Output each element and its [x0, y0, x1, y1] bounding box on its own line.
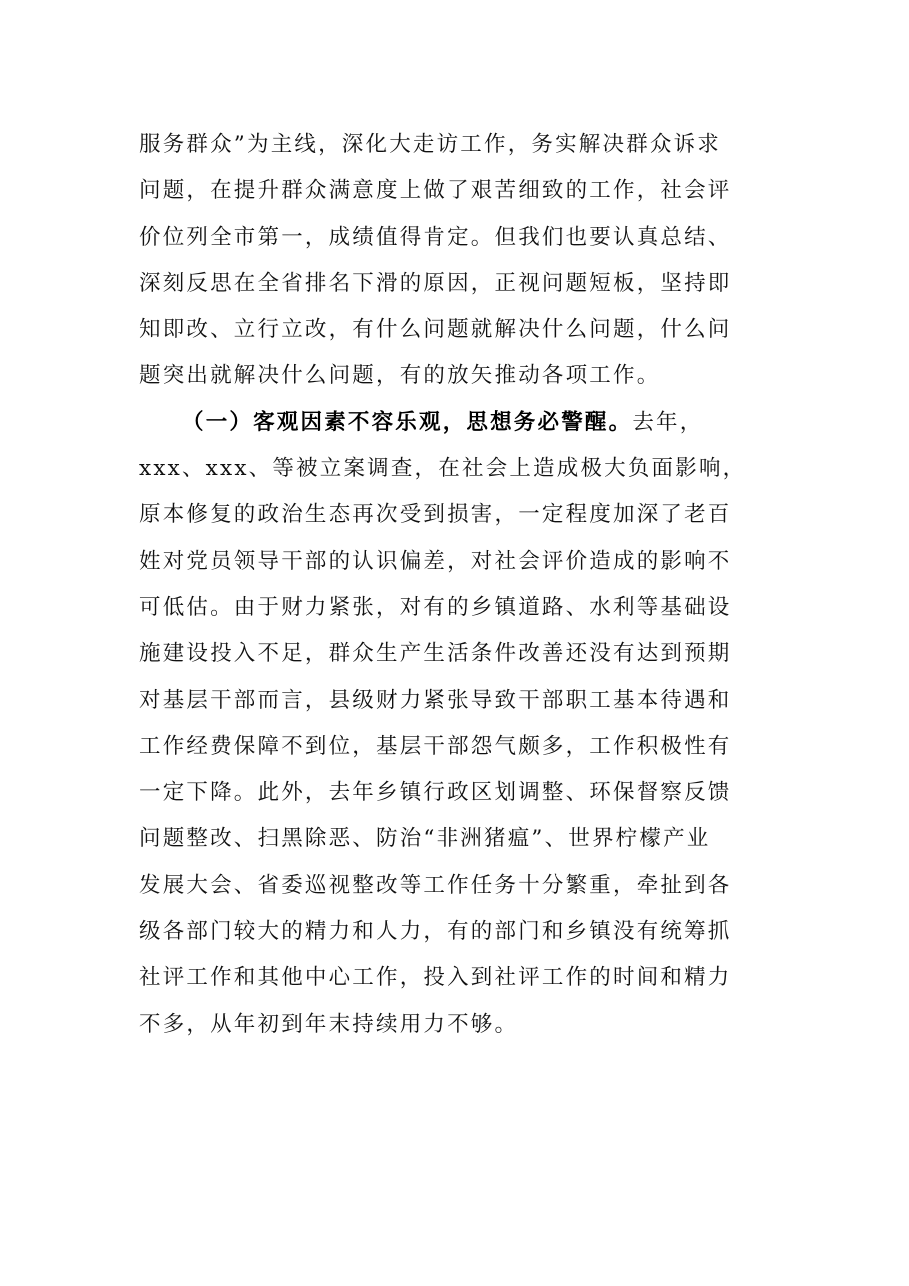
paragraph-line: 姓对党员领导干部的认识偏差，对社会评价造成的影响不 [139, 548, 732, 574]
paragraph-line: xxx、xxx、等被立案调查，在社会上造成极大负面影响， [139, 456, 747, 482]
paragraph-line: 施建设投入不足，群众生产生活条件改善还没有达到预期 [139, 641, 732, 667]
document-body [139, 122, 779, 1048]
paragraph-line: 原本修复的政治生态再次受到损害，一定程度加深了老百 [139, 502, 732, 528]
paragraph-line: 社评工作和其他中心工作，投入到社评工作的时间和精力 [139, 965, 732, 991]
paragraph-line: 题突出就解决什么问题，有的放矢推动各项工作。 [139, 363, 661, 389]
paragraph-line: 价位列全市第一，成绩值得肯定。但我们也要认真总结、 [139, 224, 732, 250]
paragraph-line: 可低估。由于财力紧张，对有的乡镇道路、水利等基础设 [139, 594, 732, 620]
paragraph-line: 深刻反思在全省排名下滑的原因，正视问题短板，坚持即 [139, 270, 732, 296]
paragraph-line: 工作经费保障不到位，基层干部怨气颇多，工作积极性有 [139, 733, 732, 759]
paragraph-line: 对基层干部而言，县级财力紧张导致干部职工基本待遇和 [139, 687, 732, 713]
paragraph-line: 问题，在提升群众满意度上做了艰苦细致的工作，社会评 [139, 178, 732, 204]
paragraph-line: 发展大会、省委巡视整改等工作任务十分繁重，牵扯到各 [139, 872, 732, 898]
paragraph-line: 服务群众”为主线，深化大走访工作，务实解决群众诉求 [139, 132, 721, 157]
paragraph-line: 一定下降。此外，去年乡镇行政区划调整、环保督察反馈 [139, 780, 732, 806]
paragraph-line: 不多，从年初到年末持续用力不够。 [139, 1011, 519, 1037]
paragraph-line: 知即改、立行立改，有什么问题就解决什么问题，什么问 [139, 317, 732, 343]
section-first-line [139, 400, 779, 446]
paragraph-line: 问题整改、扫黑除恶、防治“非洲猪瘟”、世界柠檬产业 [139, 826, 711, 852]
paragraph-line: 级各部门较大的精力和人力，有的部门和乡镇没有统筹抓 [139, 919, 732, 945]
section-heading-tail: 去年， [632, 409, 704, 435]
section-heading: （一）客观因素不容乐观，思想务必警醒。 [182, 409, 633, 435]
